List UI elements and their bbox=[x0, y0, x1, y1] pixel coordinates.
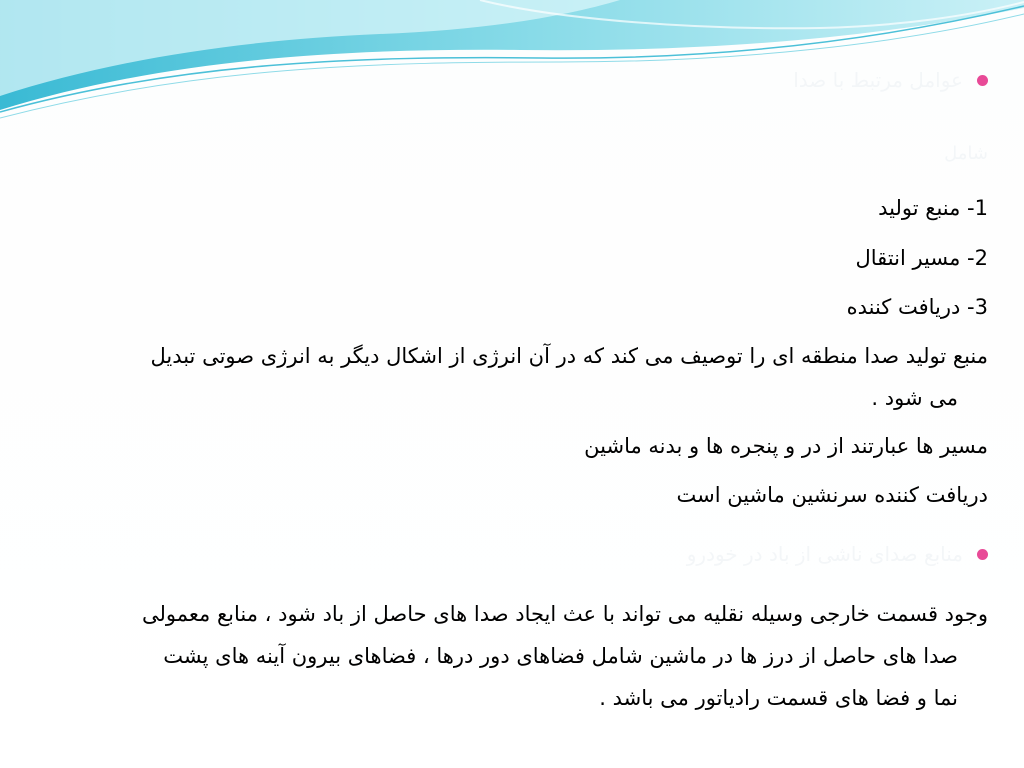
paragraph-receiver: دریافت کننده سرنشین ماشین است bbox=[676, 483, 988, 507]
bullet-item-2 bbox=[40, 542, 988, 566]
paragraph-wind-line1: وجود قسمت خارجی وسیله نقلیه می تواند با عث ایجاد صدا های حاصل از باد شود ، منابع معمولی bbox=[142, 602, 988, 626]
paragraph-path: مسیر ها عبارتند از در و پنجره ها و بدنه ماشین bbox=[584, 434, 988, 458]
paragraph-wind-line3: نما و فضا های قسمت رادیاتور می باشد . bbox=[599, 686, 958, 710]
bullet-heading-1: عوامل مرتبط با صدا bbox=[793, 68, 963, 92]
paragraph-wind-line2: صدا های حاصل از درز ها در ماشین شامل فضاهای دور درها ، فضاهای بیرون آینه های پشت bbox=[163, 644, 958, 668]
list-item: 3- دریافت کننده bbox=[846, 295, 988, 319]
bullet-item-1 bbox=[40, 68, 988, 92]
list-item: 1- منبع تولید bbox=[878, 196, 988, 220]
wave-header-decoration bbox=[0, 0, 1024, 130]
bullet-heading-2: منابع صدای ناشی از باد در خودرو bbox=[686, 542, 963, 566]
bullet-dot-icon bbox=[977, 549, 988, 560]
subheading: شامل bbox=[944, 143, 988, 164]
paragraph-source-line1: منبع تولید صدا منطقه ای را توصیف می کند که در آن انرژی از اشکال دیگر به انرژی صوتی تبدیل bbox=[150, 344, 988, 368]
bullet-dot-icon bbox=[977, 75, 988, 86]
list-item: 2- مسیر انتقال bbox=[855, 246, 988, 270]
paragraph-source-line2: می شود . bbox=[871, 386, 958, 410]
